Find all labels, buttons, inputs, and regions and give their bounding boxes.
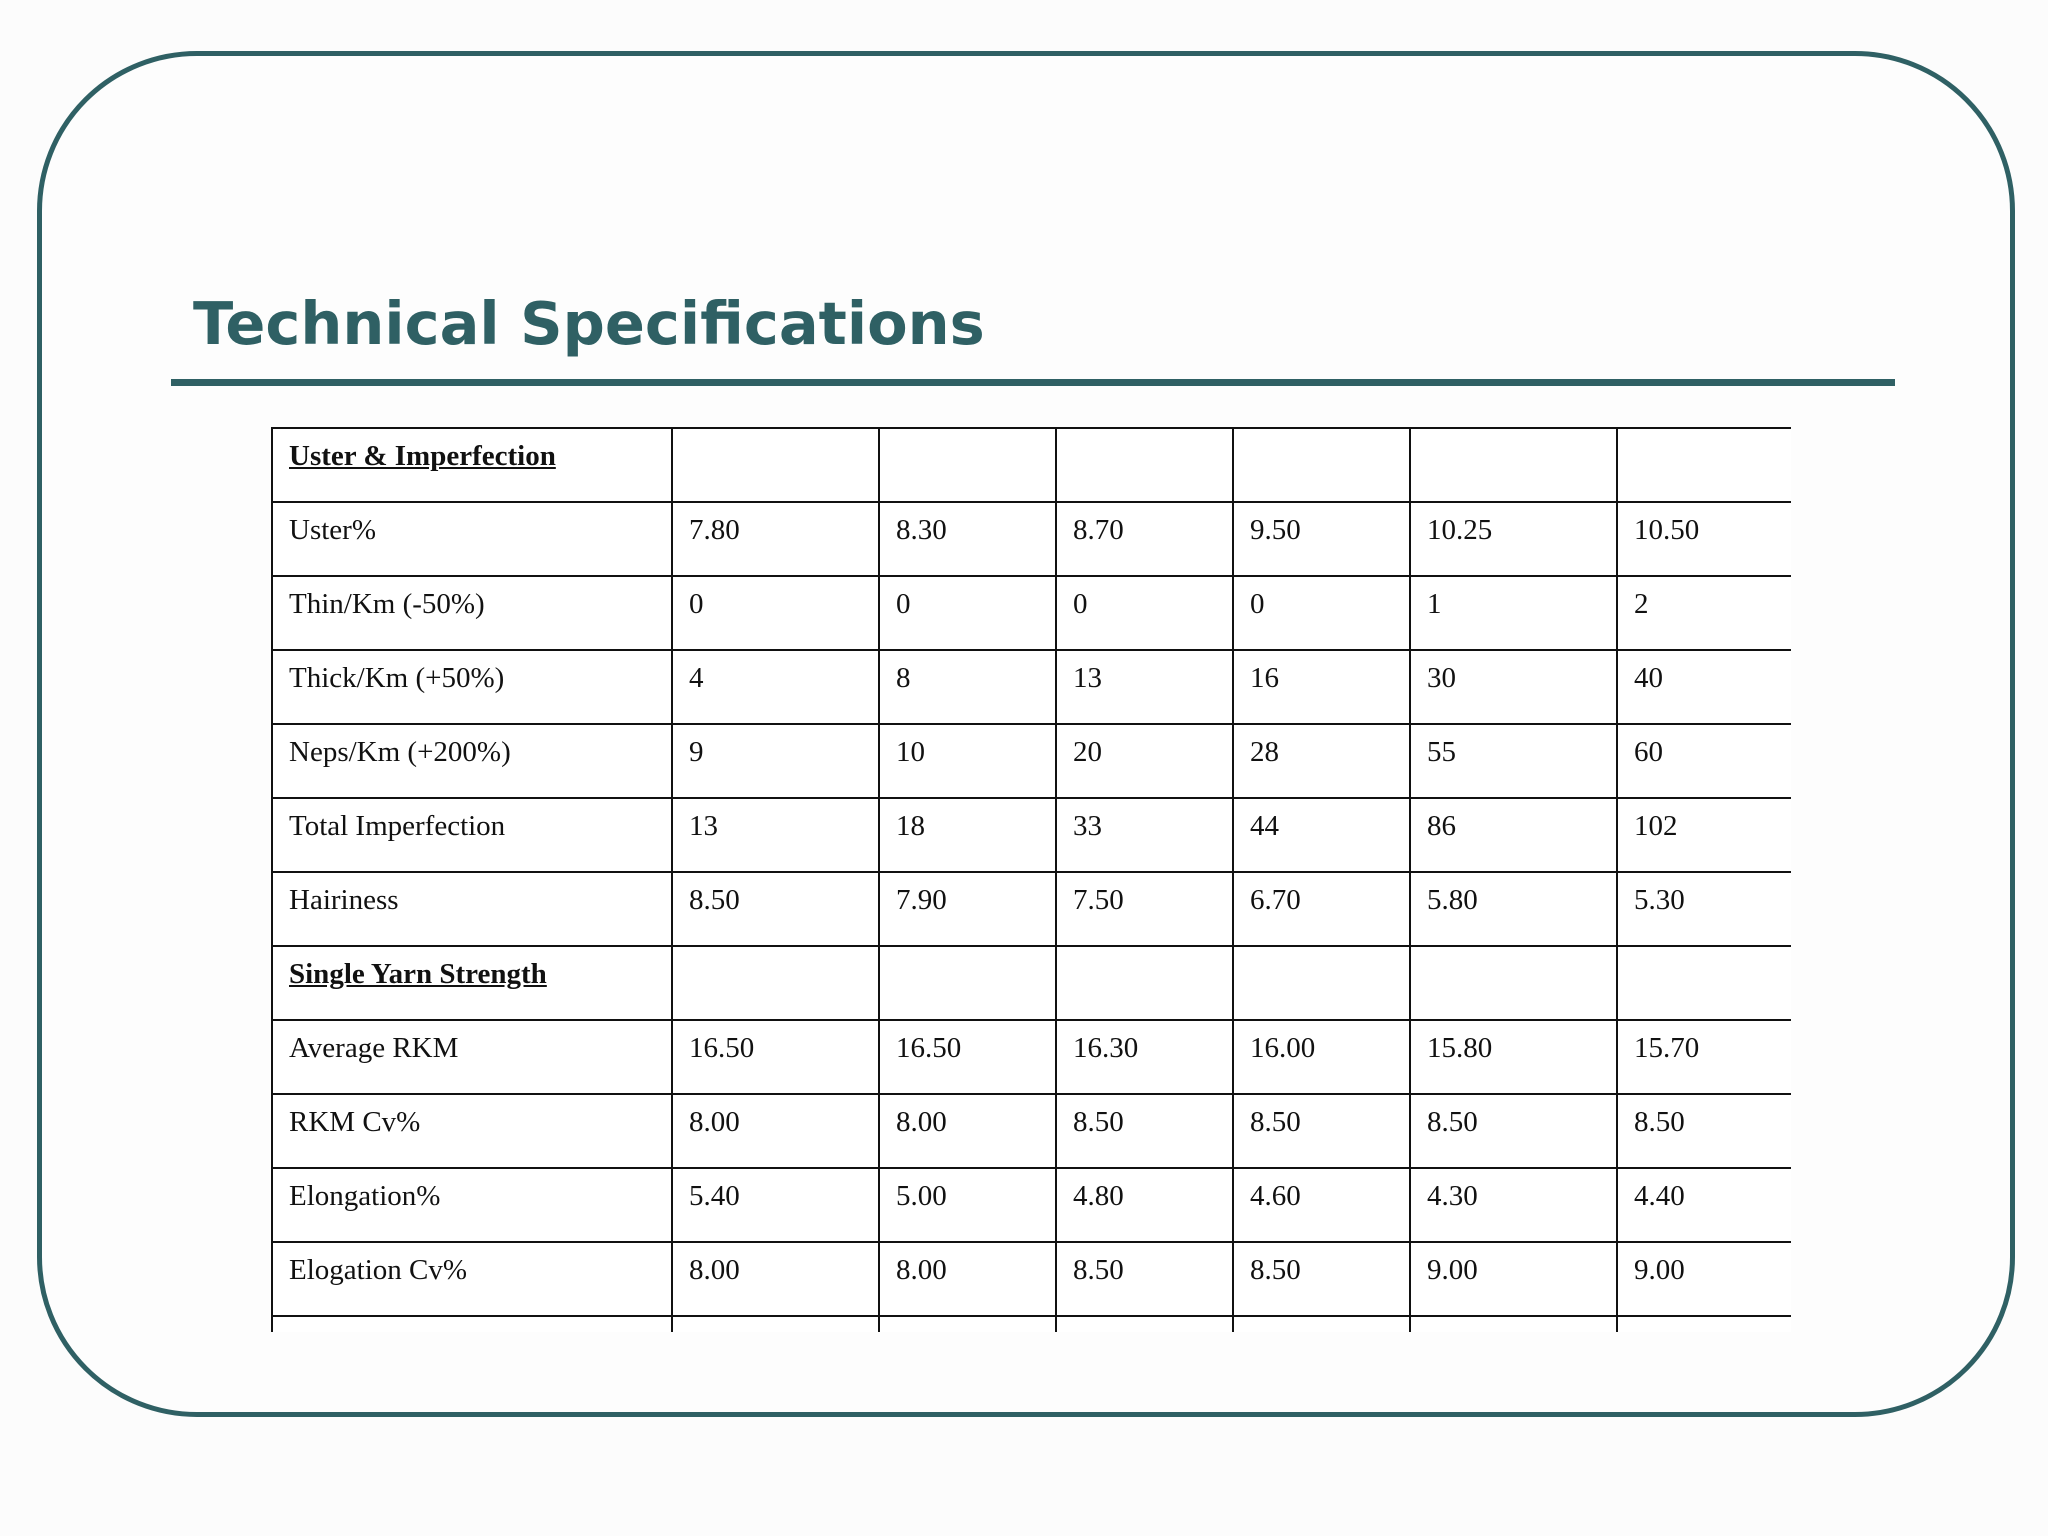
row-label: Thick/Km (+50%) [272,650,672,724]
table-cell: 9 [672,724,879,798]
table-cell [1410,1316,1617,1332]
table-row [272,650,1791,724]
table-cell: 30 [1410,650,1617,724]
table-row [272,1316,1791,1332]
table-cell [1233,428,1410,502]
row-label: Elogation Cv% [272,1242,672,1316]
table-cell [1617,428,1791,502]
table-row [272,1168,1791,1242]
table-cell: 10.25 [1410,502,1617,576]
table-cell: 8.50 [1233,1094,1410,1168]
row-label: Uster% [272,502,672,576]
table-cell: 8.50 [1056,1094,1233,1168]
table-cell: 0 [672,576,879,650]
table-cell: 0 [1233,576,1410,650]
table-cell: 5.40 [672,1168,879,1242]
table-section-row [272,428,1791,502]
table-cell [1410,946,1617,1020]
table-cell: 5.00 [879,1168,1056,1242]
table-cell: 5.80 [1410,872,1617,946]
table-cell: 16.00 [1233,1020,1410,1094]
table-cell: 8.50 [1233,1242,1410,1316]
table-cell: 8.00 [879,1094,1056,1168]
table-row [272,1020,1791,1094]
table-cell [672,1316,879,1332]
row-label: RKM Cv% [272,1094,672,1168]
table-cell: 9.00 [1410,1242,1617,1316]
table-cell: 7.90 [879,872,1056,946]
table-cell [1617,1316,1791,1332]
table-cell [1410,428,1617,502]
table-cell: 13 [1056,650,1233,724]
table-cell: 16.30 [1056,1020,1233,1094]
table-cell: 16 [1233,650,1410,724]
table-cell: 13 [672,798,879,872]
table-cell: 44 [1233,798,1410,872]
table-cell: 8.00 [879,1242,1056,1316]
table-row [272,502,1791,576]
row-label: Total Imperfection [272,798,672,872]
table-cell: 102 [1617,798,1791,872]
table-cell: 10.50 [1617,502,1791,576]
table-cell: 8.00 [672,1094,879,1168]
spec-table-container [271,427,1791,1332]
table-cell: 0 [879,576,1056,650]
section-heading: Single Yarn Strength [272,946,672,1020]
table-row [272,872,1791,946]
table-cell: 7.80 [672,502,879,576]
table-cell: 15.80 [1410,1020,1617,1094]
table-cell: 9.00 [1617,1242,1791,1316]
table-cell: 8.50 [1617,1094,1791,1168]
table-cell: 15.70 [1617,1020,1791,1094]
table-cell: 16.50 [879,1020,1056,1094]
row-label: Elongation% [272,1168,672,1242]
table-cell: 33 [1056,798,1233,872]
table-cell: 16.50 [672,1020,879,1094]
row-label: Hairiness [272,872,672,946]
table-cell [672,428,879,502]
table-cell [1617,946,1791,1020]
row-label [272,1316,672,1332]
spec-table-body [272,428,1791,1332]
table-row [272,798,1791,872]
slide-title: Technical Specifications [193,289,985,358]
spec-table [271,427,1791,1332]
table-cell: 4.80 [1056,1168,1233,1242]
table-cell [1233,946,1410,1020]
table-cell: 8.50 [1410,1094,1617,1168]
table-cell: 6.70 [1233,872,1410,946]
table-row [272,1094,1791,1168]
table-cell [879,428,1056,502]
table-cell: 60 [1617,724,1791,798]
table-cell: 1 [1410,576,1617,650]
table-cell: 40 [1617,650,1791,724]
row-label: Neps/Km (+200%) [272,724,672,798]
table-cell: 8.50 [672,872,879,946]
row-label: Thin/Km (-50%) [272,576,672,650]
table-section-row [272,946,1791,1020]
table-cell: 4 [672,650,879,724]
table-cell [879,1316,1056,1332]
table-cell [1056,428,1233,502]
table-cell: 8 [879,650,1056,724]
table-cell [1233,1316,1410,1332]
table-cell: 18 [879,798,1056,872]
table-cell: 7.50 [1056,872,1233,946]
table-cell: 0 [1056,576,1233,650]
table-cell: 9.50 [1233,502,1410,576]
title-underline [171,379,1895,386]
table-cell: 8.70 [1056,502,1233,576]
table-cell [672,946,879,1020]
table-cell: 55 [1410,724,1617,798]
table-cell: 8.50 [1056,1242,1233,1316]
table-cell: 4.40 [1617,1168,1791,1242]
table-cell: 4.60 [1233,1168,1410,1242]
table-cell: 8.00 [672,1242,879,1316]
section-heading: Uster & Imperfection [272,428,672,502]
table-cell: 8.30 [879,502,1056,576]
table-cell: 20 [1056,724,1233,798]
table-row [272,576,1791,650]
table-cell: 2 [1617,576,1791,650]
table-row [272,724,1791,798]
table-row [272,1242,1791,1316]
table-cell: 86 [1410,798,1617,872]
table-cell [1056,1316,1233,1332]
row-label: Average RKM [272,1020,672,1094]
table-cell: 28 [1233,724,1410,798]
table-cell: 5.30 [1617,872,1791,946]
table-cell: 4.30 [1410,1168,1617,1242]
table-cell [879,946,1056,1020]
table-cell [1056,946,1233,1020]
table-cell: 10 [879,724,1056,798]
